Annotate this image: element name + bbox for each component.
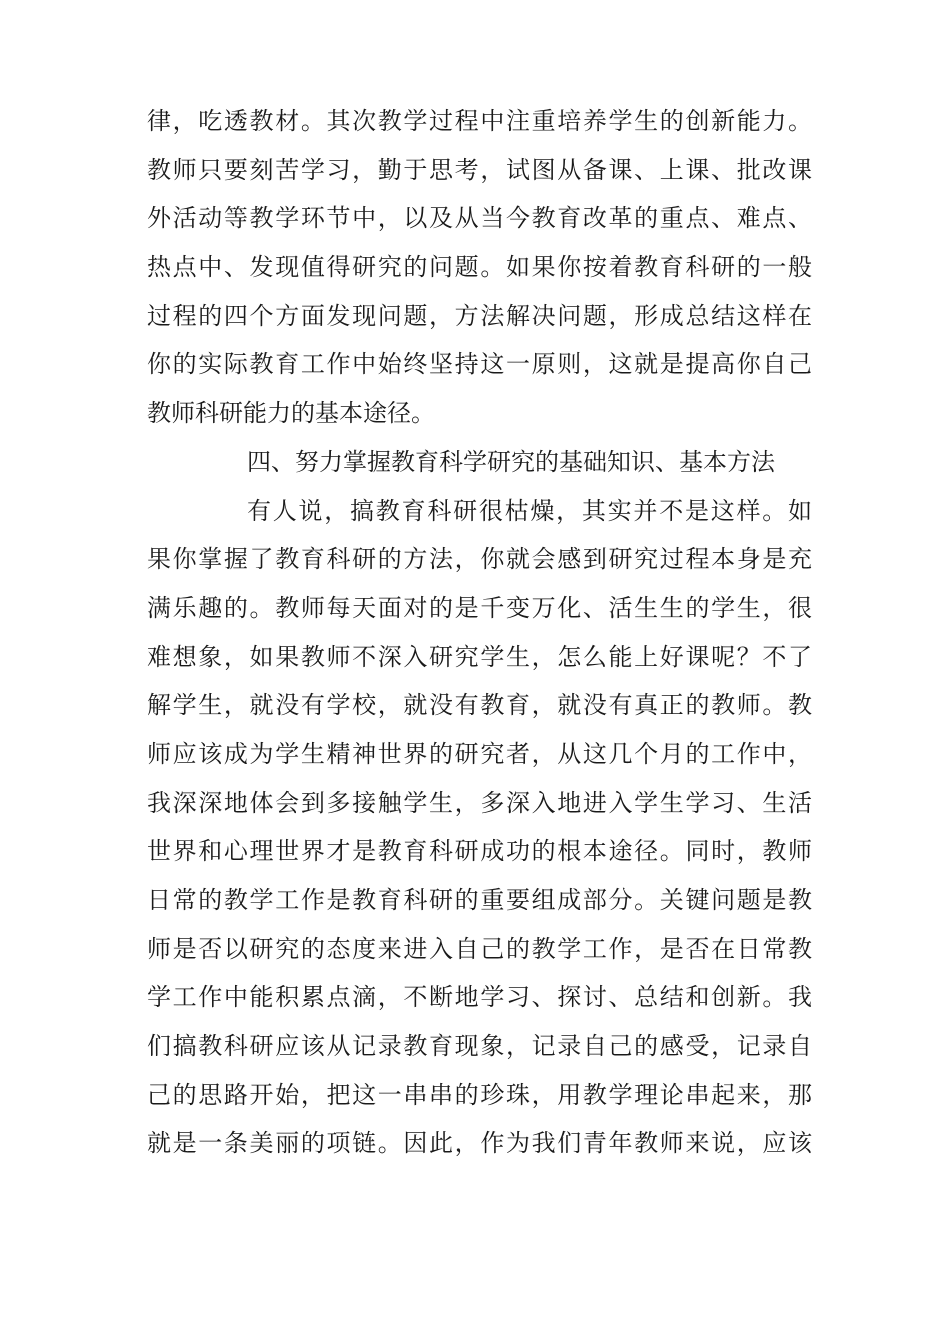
text-line: 难想象，如果教师不深入研究学生，怎么能上好课呢？不了 [147, 642, 812, 671]
text-line: 我深深地体会到多接触学生，多深入地进入学生学习、生活 [147, 788, 812, 817]
text-line: 世界和心理世界才是教育科研成功的根本途径。同时，教师 [147, 837, 812, 866]
text-line: 解学生，就没有学校，就没有教育，就没有真正的教师。教 [147, 691, 812, 720]
text-line: 教师只要刻苦学习，勤于思考，试图从备课、上课、批改课 [147, 155, 812, 184]
text-line: 热点中、发现值得研究的问题。如果你按着教育科研的一般 [147, 253, 812, 282]
text-line: 师应该成为学生精神世界的研究者，从这几个月的工作中， [147, 739, 812, 768]
text-line: 过程的四个方面发现问题，方法解决问题，形成总结这样在 [147, 301, 812, 330]
text-line: 有人说，搞教育科研很枯燥，其实并不是这样。如 [247, 496, 812, 525]
text-line: 己的思路开始，把这一串串的珍珠，用教学理论串起来，那 [147, 1080, 812, 1109]
text-line: 师是否以研究的态度来进入自己的教学工作，是否在日常教 [147, 934, 812, 963]
text-line: 们搞教科研应该从记录教育现象，记录自己的感受，记录自 [147, 1032, 812, 1061]
text-line: 果你掌握了教育科研的方法，你就会感到研究过程本身是充 [147, 545, 812, 574]
text-line: 外活动等教学环节中，以及从当今教育改革的重点、难点、 [147, 204, 812, 233]
text-line: 满乐趣的。教师每天面对的是千变万化、活生生的学生，很 [147, 593, 812, 622]
text-line: 学工作中能积累点滴，不断地学习、探讨、总结和创新。我 [147, 983, 812, 1012]
text-line: 教师科研能力的基本途径。 [147, 399, 435, 428]
section-heading: 四、努力掌握教育科学研究的基础知识、基本方法 [247, 447, 775, 476]
text-line: 就是一条美丽的项链。因此，作为我们青年教师来说，应该 [147, 1129, 812, 1158]
body-text [147, 97, 812, 1168]
text-line: 律，吃透教材。其次教学过程中注重培养学生的创新能力。 [147, 107, 812, 135]
text-line: 日常的教学工作是教育科研的重要组成部分。关键问题是教 [147, 886, 812, 914]
text-line: 你的实际教育工作中始终坚持这一原则，这就是提高你自己 [147, 350, 812, 379]
